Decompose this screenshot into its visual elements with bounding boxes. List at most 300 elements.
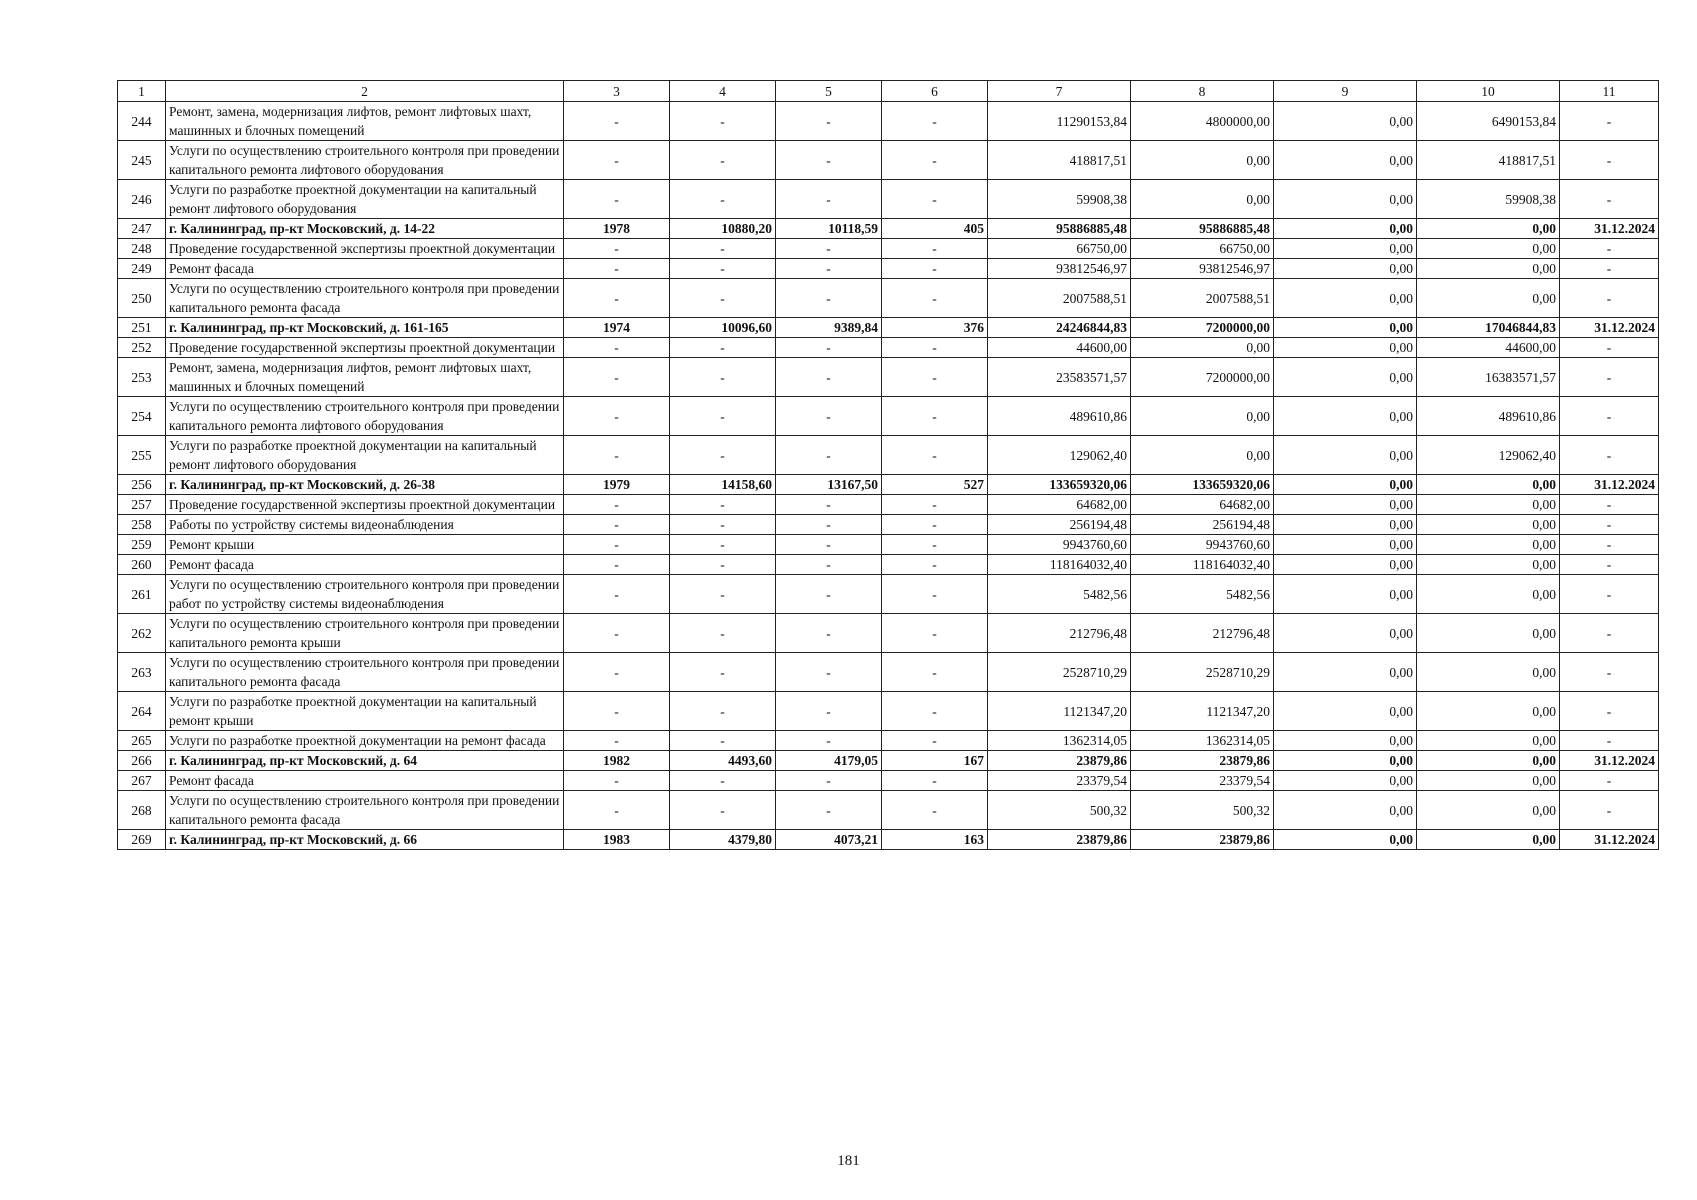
row-number-cell: 253: [118, 358, 166, 397]
municipal-cost-cell: 0,00: [1274, 239, 1417, 259]
residents-cell: -: [882, 692, 988, 731]
fund-cost-cell: 95886885,48: [1131, 219, 1274, 239]
year-built-cell: -: [564, 436, 670, 475]
total-cost-cell: 66750,00: [988, 239, 1131, 259]
residents-cell: 527: [882, 475, 988, 495]
deadline-cell: -: [1560, 495, 1659, 515]
total-area-cell: -: [670, 653, 776, 692]
fund-cost-cell: 4800000,00: [1131, 102, 1274, 141]
total-area-cell: -: [670, 279, 776, 318]
total-cost-cell: 129062,40: [988, 436, 1131, 475]
year-built-cell: -: [564, 397, 670, 436]
deadline-cell: -: [1560, 239, 1659, 259]
year-built-cell: 1982: [564, 751, 670, 771]
column-number-cell: 1: [118, 81, 166, 102]
deadline-cell: 31.12.2024: [1560, 219, 1659, 239]
description-cell: Работы по устройству системы видеонаблюдения: [166, 515, 564, 535]
total-cost-cell: 489610,86: [988, 397, 1131, 436]
residents-cell: -: [882, 397, 988, 436]
year-built-cell: -: [564, 259, 670, 279]
row-number-cell: 257: [118, 495, 166, 515]
total-area-cell: -: [670, 141, 776, 180]
description-cell: Проведение государственной экспертизы проектной документации: [166, 495, 564, 515]
municipal-cost-cell: 0,00: [1274, 555, 1417, 575]
owner-cost-cell: 0,00: [1417, 495, 1560, 515]
column-number-cell: 9: [1274, 81, 1417, 102]
deadline-cell: 31.12.2024: [1560, 475, 1659, 495]
total-area-cell: 10096,60: [670, 318, 776, 338]
fund-cost-cell: 7200000,00: [1131, 358, 1274, 397]
total-area-cell: -: [670, 791, 776, 830]
municipal-cost-cell: 0,00: [1274, 614, 1417, 653]
living-area-cell: 10118,59: [776, 219, 882, 239]
owner-cost-cell: 44600,00: [1417, 338, 1560, 358]
municipal-cost-cell: 0,00: [1274, 358, 1417, 397]
description-cell: Ремонт, замена, модернизация лифтов, ремонт лифтовых шахт, машинных и блочных помещений: [166, 102, 564, 141]
deadline-cell: -: [1560, 358, 1659, 397]
municipal-cost-cell: 0,00: [1274, 397, 1417, 436]
work-item-row: [118, 653, 1659, 692]
living-area-cell: -: [776, 259, 882, 279]
total-cost-cell: 418817,51: [988, 141, 1131, 180]
fund-cost-cell: 500,32: [1131, 791, 1274, 830]
owner-cost-cell: 489610,86: [1417, 397, 1560, 436]
total-cost-cell: 23379,54: [988, 771, 1131, 791]
municipal-cost-cell: 0,00: [1274, 219, 1417, 239]
description-cell: Услуги по осуществлению строительного контроля при проведении капитального ремонта фасада: [166, 279, 564, 318]
address-row: [118, 219, 1659, 239]
living-area-cell: -: [776, 771, 882, 791]
description-cell: Услуги по осуществлению строительного контроля при проведении работ по устройству системы видеонаблюдения: [166, 575, 564, 614]
row-number-cell: 244: [118, 102, 166, 141]
year-built-cell: -: [564, 653, 670, 692]
fund-cost-cell: 0,00: [1131, 436, 1274, 475]
total-area-cell: -: [670, 239, 776, 259]
fund-cost-cell: 0,00: [1131, 180, 1274, 219]
work-item-row: [118, 180, 1659, 219]
row-number-cell: 254: [118, 397, 166, 436]
total-area-cell: -: [670, 338, 776, 358]
description-cell: Ремонт фасада: [166, 771, 564, 791]
year-built-cell: 1983: [564, 830, 670, 850]
column-number-cell: 4: [670, 81, 776, 102]
row-number-cell: 248: [118, 239, 166, 259]
description-cell: Проведение государственной экспертизы проектной документации: [166, 239, 564, 259]
column-number-cell: 11: [1560, 81, 1659, 102]
owner-cost-cell: 17046844,83: [1417, 318, 1560, 338]
deadline-cell: -: [1560, 731, 1659, 751]
fund-cost-cell: 256194,48: [1131, 515, 1274, 535]
living-area-cell: 4179,05: [776, 751, 882, 771]
description-cell: Услуги по осуществлению строительного контроля при проведении капитального ремонта крыши: [166, 614, 564, 653]
work-item-row: [118, 535, 1659, 555]
year-built-cell: -: [564, 279, 670, 318]
total-cost-cell: 44600,00: [988, 338, 1131, 358]
municipal-cost-cell: 0,00: [1274, 141, 1417, 180]
residents-cell: -: [882, 771, 988, 791]
year-built-cell: 1978: [564, 219, 670, 239]
owner-cost-cell: 16383571,57: [1417, 358, 1560, 397]
owner-cost-cell: 0,00: [1417, 555, 1560, 575]
total-cost-cell: 133659320,06: [988, 475, 1131, 495]
owner-cost-cell: 0,00: [1417, 259, 1560, 279]
fund-cost-cell: 64682,00: [1131, 495, 1274, 515]
residents-cell: -: [882, 575, 988, 614]
deadline-cell: -: [1560, 141, 1659, 180]
residents-cell: -: [882, 495, 988, 515]
row-number-cell: 259: [118, 535, 166, 555]
owner-cost-cell: 0,00: [1417, 830, 1560, 850]
work-item-row: [118, 279, 1659, 318]
residents-cell: -: [882, 535, 988, 555]
municipal-cost-cell: 0,00: [1274, 259, 1417, 279]
page-number: 181: [837, 1153, 860, 1169]
total-cost-cell: 23583571,57: [988, 358, 1131, 397]
year-built-cell: -: [564, 141, 670, 180]
description-cell: г. Калининград, пр-кт Московский, д. 161-165: [166, 318, 564, 338]
living-area-cell: -: [776, 239, 882, 259]
work-item-row: [118, 397, 1659, 436]
work-item-row: [118, 239, 1659, 259]
fund-cost-cell: 7200000,00: [1131, 318, 1274, 338]
total-cost-cell: 1362314,05: [988, 731, 1131, 751]
total-area-cell: -: [670, 436, 776, 475]
living-area-cell: 13167,50: [776, 475, 882, 495]
total-cost-cell: 500,32: [988, 791, 1131, 830]
work-item-row: [118, 731, 1659, 751]
capital-repair-table: [117, 80, 1659, 850]
year-built-cell: -: [564, 495, 670, 515]
total-area-cell: -: [670, 180, 776, 219]
description-cell: Ремонт фасада: [166, 259, 564, 279]
municipal-cost-cell: 0,00: [1274, 830, 1417, 850]
description-cell: Услуги по разработке проектной документации на капитальный ремонт крыши: [166, 692, 564, 731]
fund-cost-cell: 66750,00: [1131, 239, 1274, 259]
row-number-cell: 251: [118, 318, 166, 338]
living-area-cell: -: [776, 338, 882, 358]
description-cell: Услуги по разработке проектной документации на капитальный ремонт лифтового оборудования: [166, 180, 564, 219]
municipal-cost-cell: 0,00: [1274, 771, 1417, 791]
residents-cell: -: [882, 515, 988, 535]
year-built-cell: -: [564, 791, 670, 830]
municipal-cost-cell: 0,00: [1274, 338, 1417, 358]
living-area-cell: 4073,21: [776, 830, 882, 850]
work-item-row: [118, 555, 1659, 575]
owner-cost-cell: 0,00: [1417, 575, 1560, 614]
row-number-cell: 247: [118, 219, 166, 239]
work-item-row: [118, 515, 1659, 535]
residents-cell: 376: [882, 318, 988, 338]
description-cell: Услуги по осуществлению строительного контроля при проведении капитального ремонта лифтового оборудования: [166, 397, 564, 436]
fund-cost-cell: 212796,48: [1131, 614, 1274, 653]
total-cost-cell: 1121347,20: [988, 692, 1131, 731]
year-built-cell: -: [564, 771, 670, 791]
year-built-cell: -: [564, 180, 670, 219]
row-number-cell: 246: [118, 180, 166, 219]
row-number-cell: 263: [118, 653, 166, 692]
work-item-row: [118, 575, 1659, 614]
living-area-cell: -: [776, 358, 882, 397]
residents-cell: -: [882, 259, 988, 279]
owner-cost-cell: 129062,40: [1417, 436, 1560, 475]
owner-cost-cell: 0,00: [1417, 279, 1560, 318]
address-row: [118, 475, 1659, 495]
column-number-cell: 6: [882, 81, 988, 102]
work-item-row: [118, 358, 1659, 397]
living-area-cell: -: [776, 614, 882, 653]
fund-cost-cell: 9943760,60: [1131, 535, 1274, 555]
deadline-cell: -: [1560, 614, 1659, 653]
owner-cost-cell: 6490153,84: [1417, 102, 1560, 141]
residents-cell: -: [882, 279, 988, 318]
total-cost-cell: 93812546,97: [988, 259, 1131, 279]
description-cell: г. Калининград, пр-кт Московский, д. 66: [166, 830, 564, 850]
row-number-cell: 262: [118, 614, 166, 653]
residents-cell: -: [882, 358, 988, 397]
row-number-cell: 245: [118, 141, 166, 180]
total-cost-cell: 95886885,48: [988, 219, 1131, 239]
deadline-cell: 31.12.2024: [1560, 318, 1659, 338]
deadline-cell: 31.12.2024: [1560, 830, 1659, 850]
owner-cost-cell: 0,00: [1417, 692, 1560, 731]
fund-cost-cell: 23879,86: [1131, 751, 1274, 771]
total-area-cell: -: [670, 259, 776, 279]
municipal-cost-cell: 0,00: [1274, 475, 1417, 495]
description-cell: г. Калининград, пр-кт Московский, д. 26-38: [166, 475, 564, 495]
fund-cost-cell: 1121347,20: [1131, 692, 1274, 731]
total-cost-cell: 212796,48: [988, 614, 1131, 653]
municipal-cost-cell: 0,00: [1274, 279, 1417, 318]
description-cell: Услуги по осуществлению строительного контроля при проведении капитального ремонта лифтового оборудования: [166, 141, 564, 180]
residents-cell: -: [882, 141, 988, 180]
living-area-cell: -: [776, 791, 882, 830]
row-number-cell: 267: [118, 771, 166, 791]
total-area-cell: -: [670, 575, 776, 614]
residents-cell: 163: [882, 830, 988, 850]
deadline-cell: -: [1560, 102, 1659, 141]
deadline-cell: -: [1560, 535, 1659, 555]
residents-cell: -: [882, 614, 988, 653]
deadline-cell: -: [1560, 515, 1659, 535]
total-area-cell: 10880,20: [670, 219, 776, 239]
year-built-cell: -: [564, 239, 670, 259]
row-number-cell: 249: [118, 259, 166, 279]
total-area-cell: -: [670, 731, 776, 751]
work-item-row: [118, 791, 1659, 830]
fund-cost-cell: 0,00: [1131, 338, 1274, 358]
year-built-cell: -: [564, 575, 670, 614]
column-number-cell: 2: [166, 81, 564, 102]
total-cost-cell: 9943760,60: [988, 535, 1131, 555]
municipal-cost-cell: 0,00: [1274, 535, 1417, 555]
deadline-cell: -: [1560, 338, 1659, 358]
living-area-cell: -: [776, 575, 882, 614]
document-sheet: [117, 80, 1658, 850]
fund-cost-cell: 93812546,97: [1131, 259, 1274, 279]
residents-cell: -: [882, 436, 988, 475]
deadline-cell: -: [1560, 397, 1659, 436]
residents-cell: -: [882, 791, 988, 830]
deadline-cell: -: [1560, 279, 1659, 318]
deadline-cell: -: [1560, 653, 1659, 692]
municipal-cost-cell: 0,00: [1274, 318, 1417, 338]
living-area-cell: -: [776, 535, 882, 555]
owner-cost-cell: 0,00: [1417, 239, 1560, 259]
owner-cost-cell: 0,00: [1417, 515, 1560, 535]
address-row: [118, 318, 1659, 338]
row-number-cell: 260: [118, 555, 166, 575]
residents-cell: -: [882, 555, 988, 575]
total-cost-cell: 24246844,83: [988, 318, 1131, 338]
row-number-cell: 255: [118, 436, 166, 475]
year-built-cell: -: [564, 515, 670, 535]
row-number-cell: 258: [118, 515, 166, 535]
row-number-cell: 268: [118, 791, 166, 830]
total-area-cell: -: [670, 771, 776, 791]
description-cell: Услуги по осуществлению строительного контроля при проведении капитального ремонта фасада: [166, 653, 564, 692]
work-item-row: [118, 495, 1659, 515]
total-area-cell: -: [670, 102, 776, 141]
column-number-cell: 8: [1131, 81, 1274, 102]
description-cell: Услуги по разработке проектной документации на капитальный ремонт лифтового оборудования: [166, 436, 564, 475]
fund-cost-cell: 2528710,29: [1131, 653, 1274, 692]
deadline-cell: -: [1560, 259, 1659, 279]
total-cost-cell: 118164032,40: [988, 555, 1131, 575]
living-area-cell: -: [776, 653, 882, 692]
deadline-cell: -: [1560, 436, 1659, 475]
column-number-cell: 10: [1417, 81, 1560, 102]
work-item-row: [118, 102, 1659, 141]
address-row: [118, 751, 1659, 771]
municipal-cost-cell: 0,00: [1274, 575, 1417, 614]
fund-cost-cell: 0,00: [1131, 141, 1274, 180]
fund-cost-cell: 133659320,06: [1131, 475, 1274, 495]
fund-cost-cell: 5482,56: [1131, 575, 1274, 614]
total-cost-cell: 5482,56: [988, 575, 1131, 614]
row-number-cell: 264: [118, 692, 166, 731]
description-cell: Ремонт, замена, модернизация лифтов, ремонт лифтовых шахт, машинных и блочных помещений: [166, 358, 564, 397]
deadline-cell: -: [1560, 575, 1659, 614]
address-row: [118, 830, 1659, 850]
fund-cost-cell: 23379,54: [1131, 771, 1274, 791]
municipal-cost-cell: 0,00: [1274, 653, 1417, 692]
living-area-cell: -: [776, 180, 882, 219]
year-built-cell: -: [564, 692, 670, 731]
fund-cost-cell: 1362314,05: [1131, 731, 1274, 751]
year-built-cell: -: [564, 555, 670, 575]
deadline-cell: -: [1560, 692, 1659, 731]
deadline-cell: -: [1560, 791, 1659, 830]
column-number-row: [118, 81, 1659, 102]
living-area-cell: -: [776, 141, 882, 180]
living-area-cell: 9389,84: [776, 318, 882, 338]
owner-cost-cell: 0,00: [1417, 535, 1560, 555]
living-area-cell: -: [776, 515, 882, 535]
living-area-cell: -: [776, 731, 882, 751]
year-built-cell: -: [564, 338, 670, 358]
work-item-row: [118, 436, 1659, 475]
owner-cost-cell: 0,00: [1417, 731, 1560, 751]
total-area-cell: 14158,60: [670, 475, 776, 495]
row-number-cell: 256: [118, 475, 166, 495]
owner-cost-cell: 0,00: [1417, 751, 1560, 771]
total-area-cell: -: [670, 495, 776, 515]
total-area-cell: -: [670, 535, 776, 555]
description-cell: Услуги по осуществлению строительного контроля при проведении капитального ремонта фасада: [166, 791, 564, 830]
owner-cost-cell: 0,00: [1417, 791, 1560, 830]
year-built-cell: -: [564, 102, 670, 141]
residents-cell: -: [882, 653, 988, 692]
fund-cost-cell: 2007588,51: [1131, 279, 1274, 318]
owner-cost-cell: 59908,38: [1417, 180, 1560, 219]
total-cost-cell: 2007588,51: [988, 279, 1131, 318]
row-number-cell: 269: [118, 830, 166, 850]
row-number-cell: 265: [118, 731, 166, 751]
municipal-cost-cell: 0,00: [1274, 102, 1417, 141]
total-cost-cell: 23879,86: [988, 751, 1131, 771]
total-cost-cell: 59908,38: [988, 180, 1131, 219]
total-area-cell: -: [670, 397, 776, 436]
total-cost-cell: 23879,86: [988, 830, 1131, 850]
year-built-cell: -: [564, 614, 670, 653]
deadline-cell: 31.12.2024: [1560, 751, 1659, 771]
description-cell: Ремонт фасада: [166, 555, 564, 575]
description-cell: Ремонт крыши: [166, 535, 564, 555]
deadline-cell: -: [1560, 180, 1659, 219]
description-cell: г. Калининград, пр-кт Московский, д. 64: [166, 751, 564, 771]
total-cost-cell: 11290153,84: [988, 102, 1131, 141]
deadline-cell: -: [1560, 555, 1659, 575]
total-cost-cell: 64682,00: [988, 495, 1131, 515]
row-number-cell: 250: [118, 279, 166, 318]
total-area-cell: -: [670, 515, 776, 535]
residents-cell: 405: [882, 219, 988, 239]
living-area-cell: -: [776, 692, 882, 731]
municipal-cost-cell: 0,00: [1274, 692, 1417, 731]
row-number-cell: 261: [118, 575, 166, 614]
owner-cost-cell: 418817,51: [1417, 141, 1560, 180]
residents-cell: 167: [882, 751, 988, 771]
year-built-cell: -: [564, 358, 670, 397]
work-item-row: [118, 259, 1659, 279]
total-area-cell: -: [670, 358, 776, 397]
column-number-cell: 7: [988, 81, 1131, 102]
deadline-cell: -: [1560, 771, 1659, 791]
residents-cell: -: [882, 338, 988, 358]
owner-cost-cell: 0,00: [1417, 475, 1560, 495]
work-item-row: [118, 771, 1659, 791]
municipal-cost-cell: 0,00: [1274, 731, 1417, 751]
work-item-row: [118, 338, 1659, 358]
municipal-cost-cell: 0,00: [1274, 751, 1417, 771]
living-area-cell: -: [776, 279, 882, 318]
living-area-cell: -: [776, 436, 882, 475]
residents-cell: -: [882, 239, 988, 259]
column-number-cell: 5: [776, 81, 882, 102]
living-area-cell: -: [776, 495, 882, 515]
fund-cost-cell: 23879,86: [1131, 830, 1274, 850]
year-built-cell: -: [564, 731, 670, 751]
description-cell: Услуги по разработке проектной документации на ремонт фасада: [166, 731, 564, 751]
total-area-cell: -: [670, 692, 776, 731]
residents-cell: -: [882, 180, 988, 219]
row-number-cell: 266: [118, 751, 166, 771]
municipal-cost-cell: 0,00: [1274, 180, 1417, 219]
year-built-cell: -: [564, 535, 670, 555]
owner-cost-cell: 0,00: [1417, 653, 1560, 692]
total-area-cell: -: [670, 555, 776, 575]
owner-cost-cell: 0,00: [1417, 219, 1560, 239]
